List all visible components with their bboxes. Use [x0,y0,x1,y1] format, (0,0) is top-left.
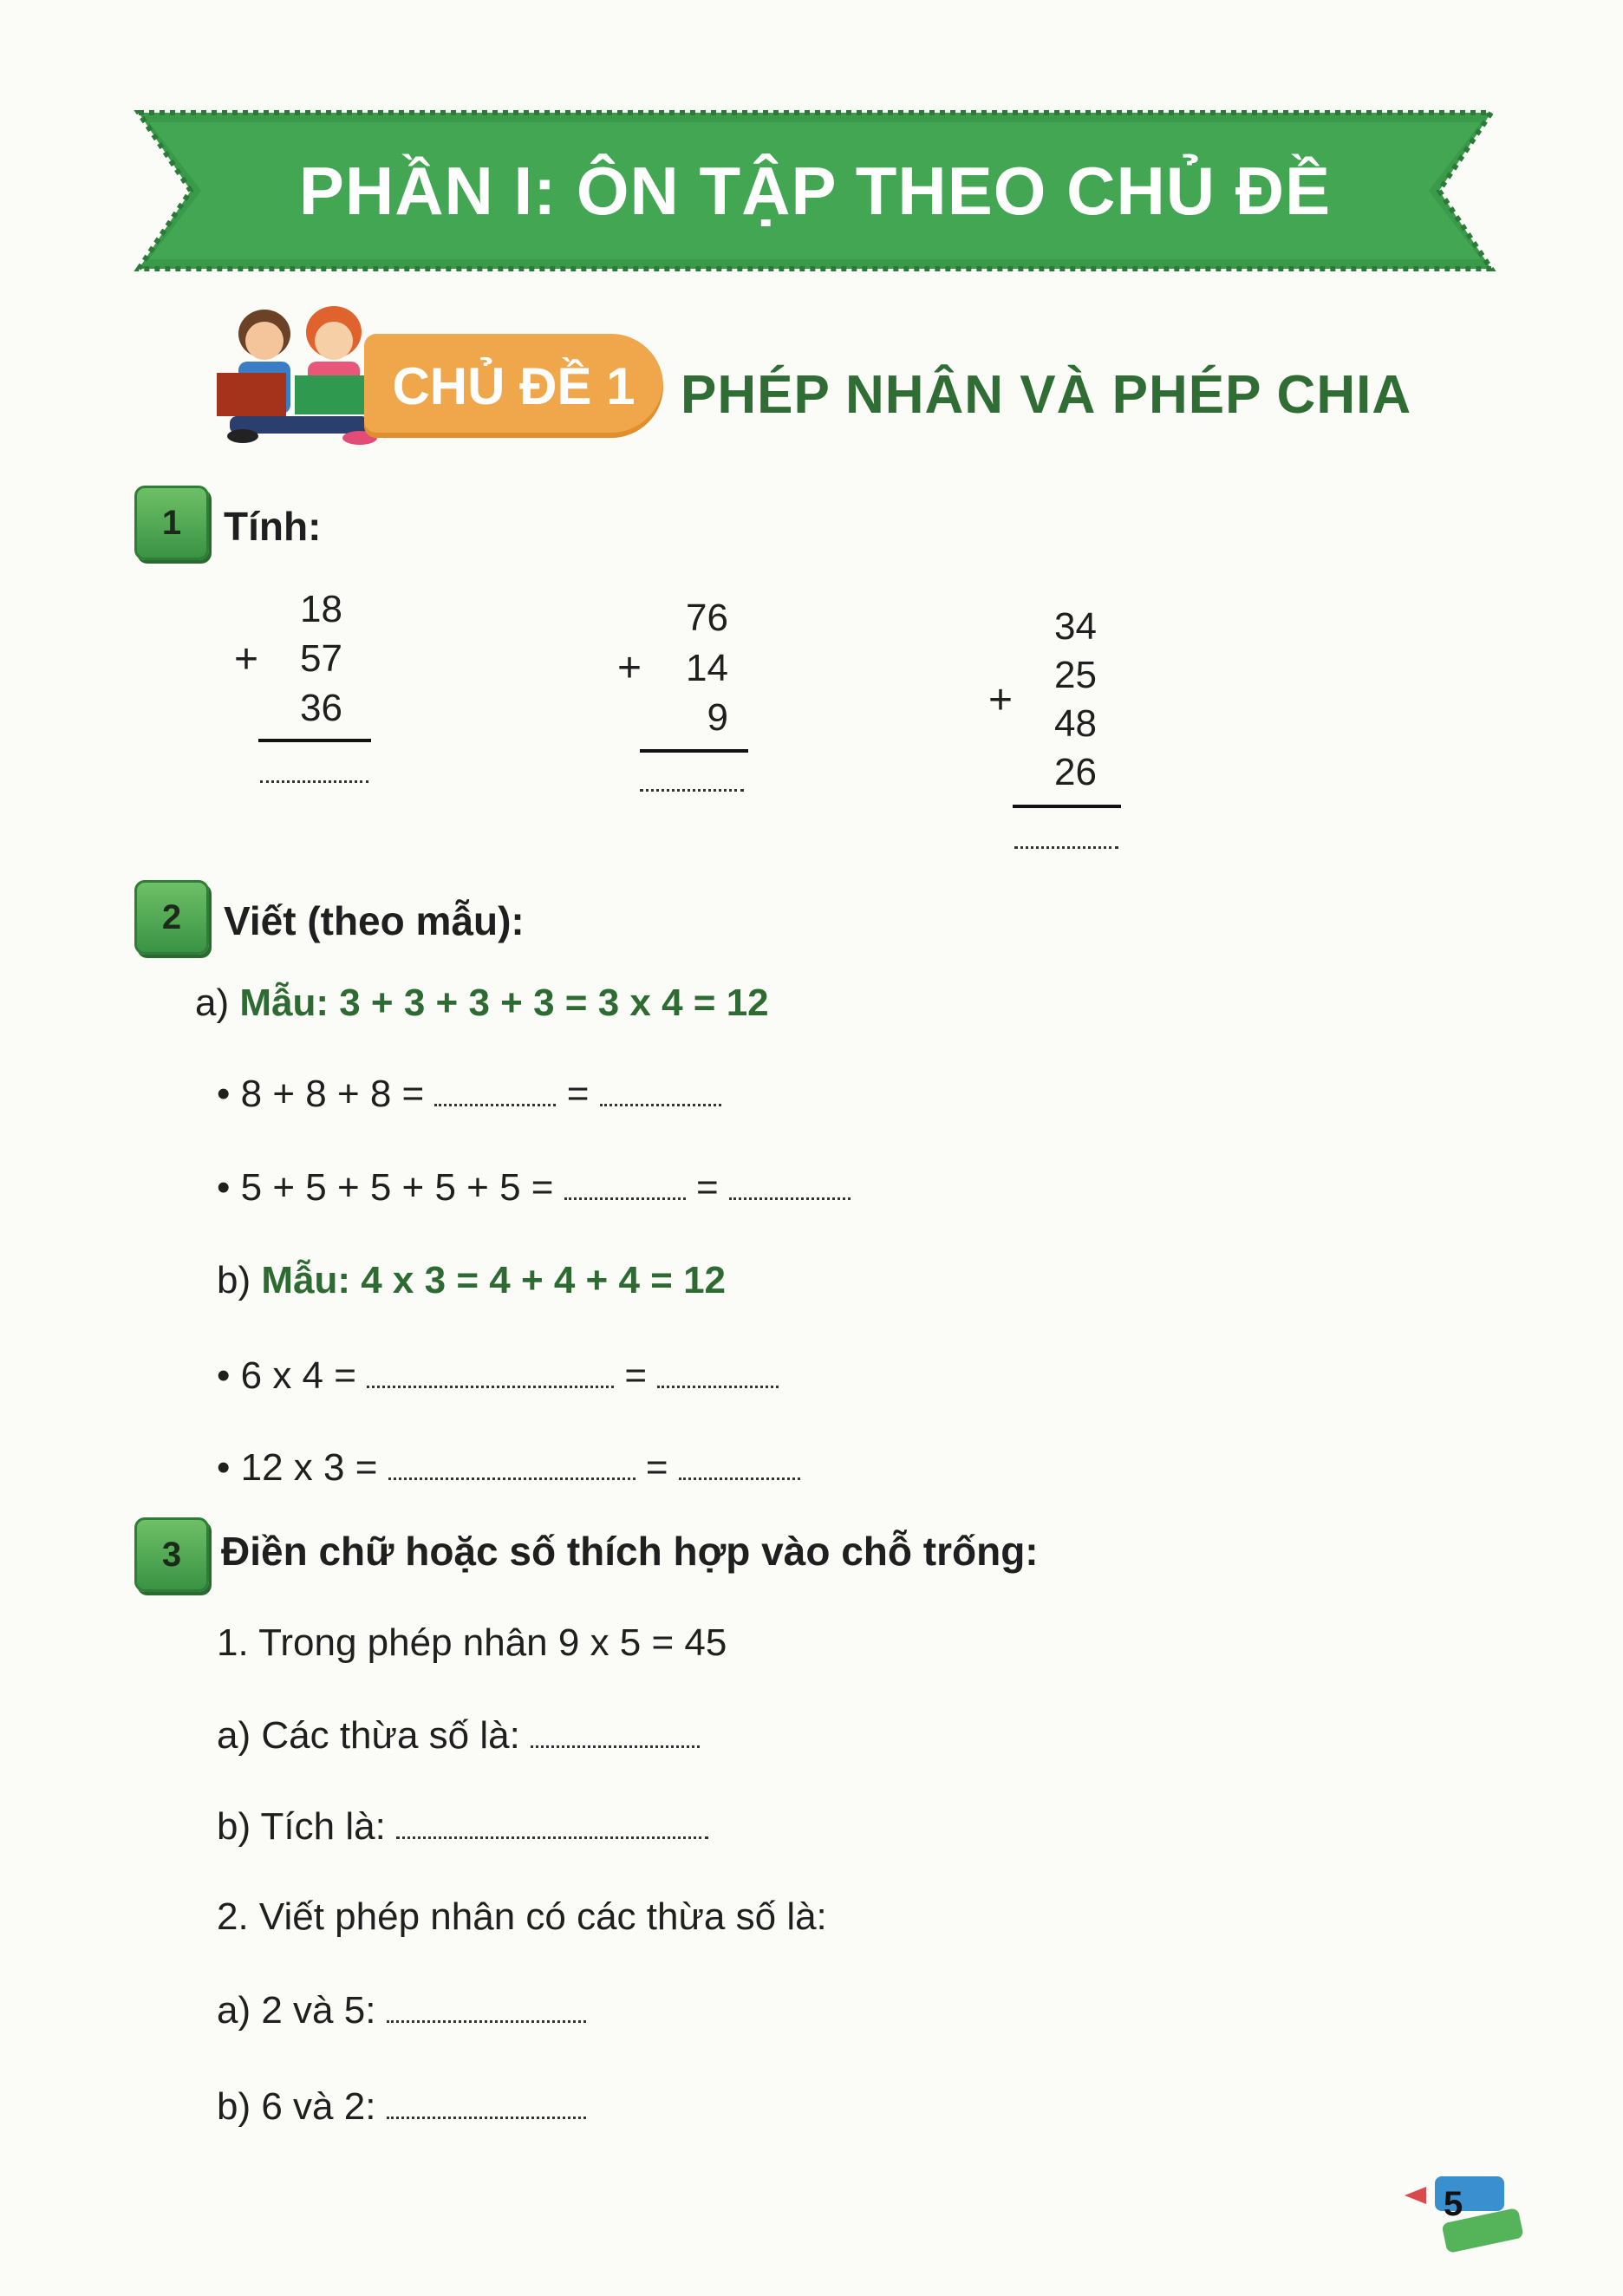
sum-1-addend-3: 36 [300,687,342,729]
ex3-q1-b [217,1805,708,1849]
sum-1-answer-blank[interactable] [260,780,368,783]
ex3-q2-a-label: a) 2 và 5: [217,1989,376,2032]
ex2-part-a [195,982,769,1025]
sum-1-addend-1: 18 [300,588,342,630]
ex2-b-item-2-blank-1[interactable] [388,1476,636,1480]
ex2-b-item-1-blank-1[interactable] [367,1384,614,1388]
ex2-a-item-1-expr: • 8 + 8 + 8 = [217,1073,425,1115]
ex2-a-label: a) [195,982,230,1024]
ex3-q2-b [217,2085,586,2129]
ex2-b-item-2 [217,1446,800,1490]
ex2-b-item-1-expr: • 6 x 4 = [217,1354,356,1397]
ex3-q2-a-blank[interactable] [387,2019,586,2023]
ex3-q1-b-label: b) Tích là: [217,1805,386,1848]
ex2-a-item-1-blank-2[interactable] [600,1102,721,1106]
sum-1-addend-2: 57 [300,637,342,680]
sum-2-plus-sign: + [617,645,642,691]
equals-sign: = [645,1446,668,1489]
ex3-q1-a-label: a) Các thừa số là: [217,1714,520,1757]
sum-2-rule [640,749,748,753]
exercise-3-title: Điền chữ hoặc số thích hợp vào chỗ trống: [221,1529,1039,1574]
sum-2-addend-2: 14 [686,647,728,689]
sum-1-plus-sign: + [234,636,259,682]
kids-reading-illustration [212,299,386,447]
exercise-2-title: Viết (theo mẫu): [224,898,525,943]
sum-3-rule [1013,805,1121,808]
exercise-2-badge: 2 [134,880,209,955]
ex2-a-item-2-expr: • 5 + 5 + 5 + 5 + 5 = [217,1166,554,1209]
ex2-b-label: b) [217,1259,251,1301]
sum-2-addend-1: 76 [686,597,728,639]
equals-sign: = [566,1073,590,1115]
sum-2-addend-3: 9 [707,696,728,739]
sum-3-addend-4: 26 [1054,751,1097,793]
ex3-question-2: 2. Viết phép nhân có các thừa số là: [217,1895,827,1938]
ex2-b-item-2-blank-2[interactable] [679,1476,800,1480]
ex2-a-item-1-blank-1[interactable] [434,1102,556,1106]
sum-2-answer-blank[interactable] [640,789,744,792]
sum-1-rule [258,739,371,742]
exercise-1-badge: 1 [134,486,209,560]
sum-3-answer-blank[interactable] [1014,846,1118,849]
exercise-3-badge: 3 [134,1517,209,1592]
sum-3-addend-1: 34 [1054,605,1097,648]
ex3-question-1: 1. Trong phép nhân 9 x 5 = 45 [217,1621,727,1664]
ex3-q1-b-blank[interactable] [396,1835,708,1839]
equals-sign: = [624,1354,648,1397]
ex2-a-item-2-blank-1[interactable] [564,1196,686,1200]
exercise-1-title: Tính: [224,504,322,549]
ex2-a-item-2-blank-2[interactable] [729,1196,851,1200]
sum-3-plus-sign: + [988,677,1014,723]
books-icon [1400,2168,1530,2263]
ex2-b-item-1 [217,1354,779,1398]
sum-3-addend-3: 48 [1054,702,1097,745]
ex2-b-item-1-blank-2[interactable] [657,1384,779,1388]
ex2-part-b [217,1259,726,1302]
banner-title: PHẦN I: ÔN TẬP THEO CHỦ ĐỀ [298,152,1332,229]
ex3-q2-b-blank[interactable] [387,2115,586,2119]
ex3-q2-a [217,1989,586,2032]
topic-badge: CHỦ ĐỀ 1 [364,334,663,438]
ex2-a-sample: Mẫu: 3 + 3 + 3 + 3 = 3 x 4 = 12 [239,982,769,1024]
ex2-a-item-2 [217,1166,851,1210]
ex3-q2-b-label: b) 6 và 2: [217,2085,376,2128]
sum-3-addend-2: 25 [1054,654,1097,696]
equals-sign: = [695,1166,719,1209]
ex2-b-sample: Mẫu: 4 x 3 = 4 + 4 + 4 = 12 [261,1259,727,1301]
ex3-q1-a [217,1714,700,1758]
topic-title: PHÉP NHÂN VÀ PHÉP CHIA [681,365,1412,425]
page-number: 5 [1444,2185,1463,2223]
ex3-q1-a-blank[interactable] [531,1744,700,1748]
ex2-b-item-2-expr: • 12 x 3 = [217,1446,378,1489]
ex2-a-item-1 [217,1073,721,1116]
